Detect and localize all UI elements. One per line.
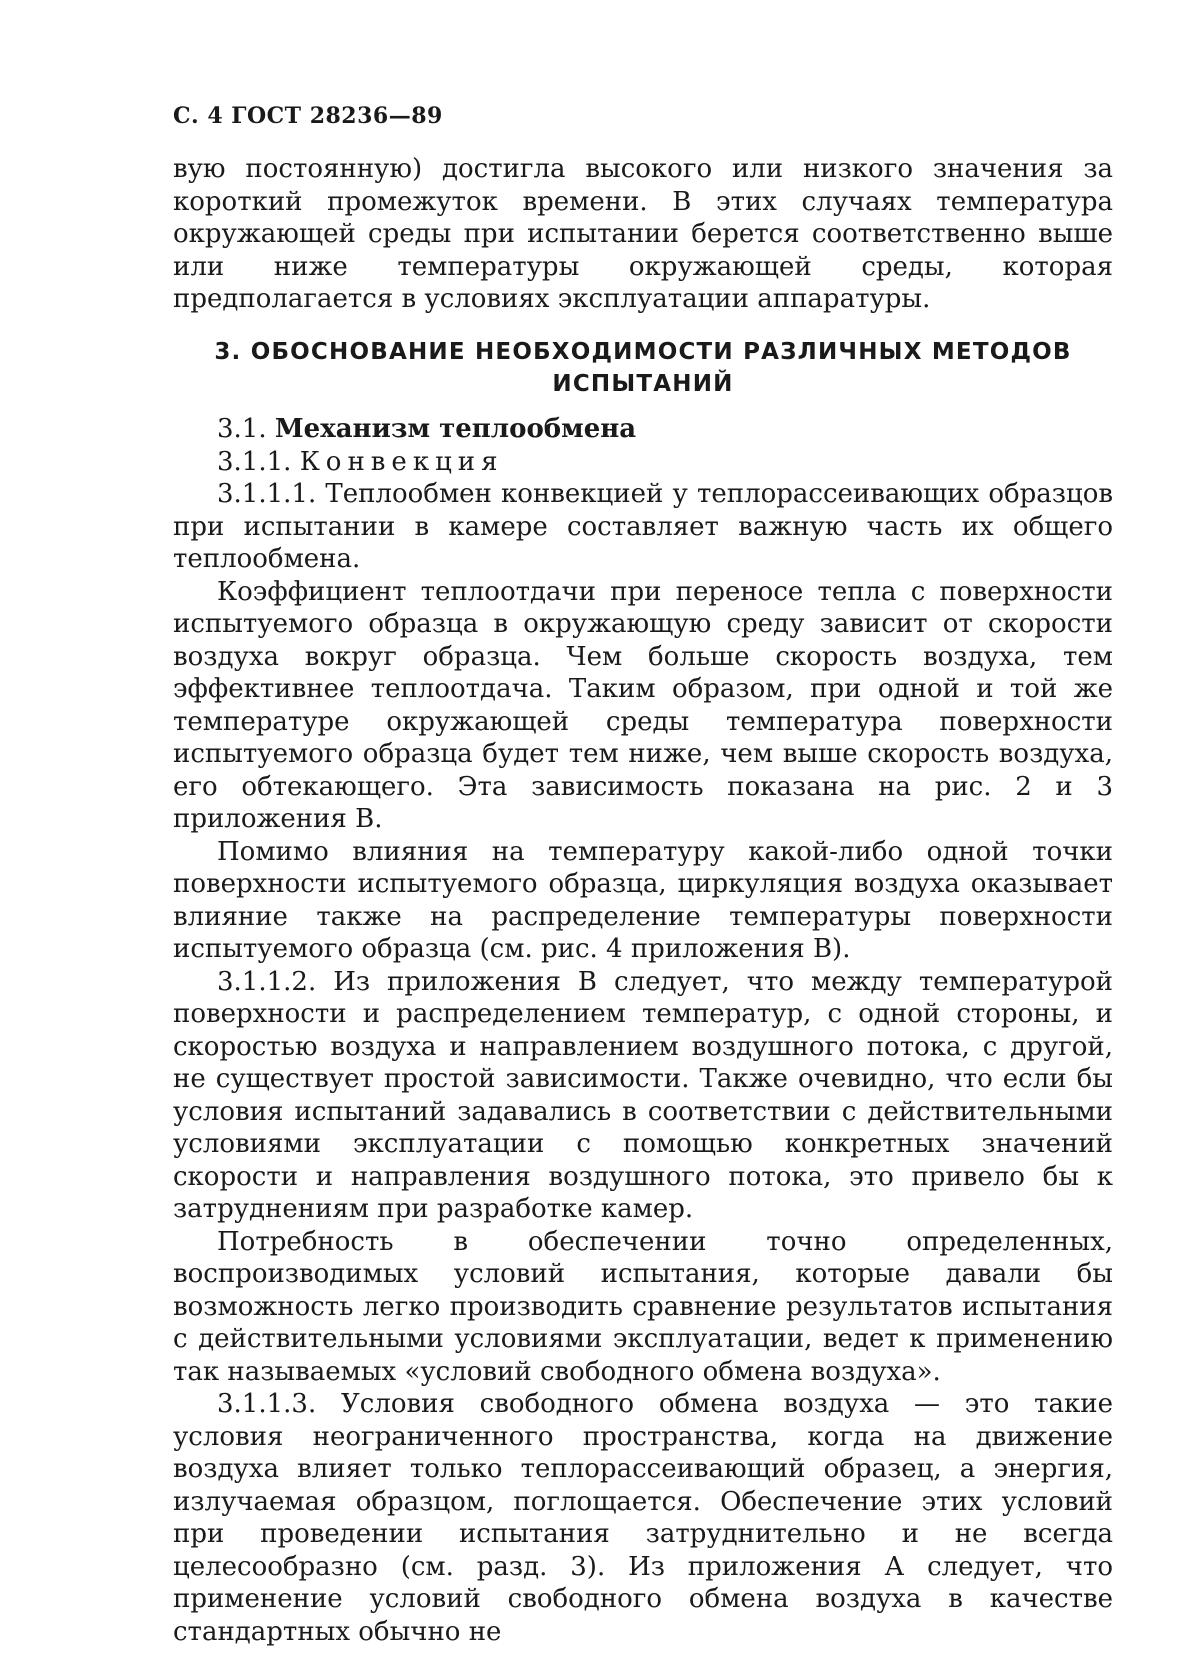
section-3-body <box>173 413 1113 1648</box>
section-3-title-line1: 3. ОБОСНОВАНИЕ НЕОБХОДИМОСТИ РАЗЛИЧНЫХ МЕТОДОВ <box>214 339 1072 365</box>
section-3-title-line2: ИСПЫТАНИЙ <box>552 371 734 397</box>
paragraph-air-circulation: Помимо влияния на температуру какой-либо одной точки поверхности испытуемого образца, циркуляция воздуха оказывает влияние также на распределение температуры поверхности испытуемого образца (см. рис. 4 приложения В). <box>173 836 1113 964</box>
subsection-3-1-number: 3.1. <box>217 414 267 444</box>
subsection-3-1-title: Механизм теплообмена <box>274 414 637 444</box>
subsection-3-1-1-heading <box>173 446 1113 479</box>
intro-paragraph <box>173 153 1113 316</box>
intro-text: вую постоянную) достигла высокого или низкого значения за короткий промежуток времени. В этих случаях температура окружающей среды при испытании берется соответственно выше или ниже температуры окружающей среды, которая предполагается в условиях эксплуатации аппаратуры. <box>173 154 1113 314</box>
paragraph-3-1-1-3: 3.1.1.3. Условия свободного обмена воздуха — это такие условия неограниченного пространства, когда на движение воздуха влияет только теплорассеивающий образец, а энергия, излучаемая образцом, поглощается. Обеспечение этих условий при проведении испытания затруднительно и не всегда целесообразно (см. разд. 3). Из приложения А следует, что применение условий свободного обмена воздуха в качестве стандартных обычно не <box>173 1389 1113 1647</box>
paragraph-3-1-1-2: 3.1.1.2. Из приложения В следует, что между температурой поверхности и распределением температур, с одной стороны, и скоростью воздуха и направлением воздушного потока, с другой, не существует простой зависимости. Также очевидно, что если бы условия испытаний задавались в соответствии с действительными условиями эксплуатации с помощью конкретных значений скорости и направления воздушного потока, это привело бы к затруднениям при разработке камер. <box>173 966 1113 1224</box>
paragraph-reproducible-conditions: Потребность в обеспечении точно определенных, воспроизводимых условий испытания, которые давали бы возможность легко производить сравнение результатов испытания с действительными условиями эксплуатации, ведет к применению так называемых «условий свободного обмена воздуха». <box>173 1226 1113 1387</box>
subsection-3-1-heading <box>173 413 1113 446</box>
paragraph-3-1-1-1: 3.1.1.1. Теплообмен конвекцией у теплорассеивающих образцов при испытании в камере составляет важную часть их общего теплообмена. <box>173 479 1113 574</box>
page-header: С. 4 ГОСТ 28236—89 <box>173 103 443 129</box>
subsection-3-1-1-title: Конвекция <box>299 446 504 477</box>
section-3-title <box>173 336 1113 400</box>
subsection-3-1-1-number: 3.1.1. <box>217 446 292 477</box>
paragraph-heat-transfer-coefficient: Коэффициент теплоотдачи при переносе тепла с поверхности испытуемого образца в окружающую среду зависит от скорости воздуха вокруг образца. Чем больше скорость воздуха, тем эффективнее теплоотдача. Таким образом, при одной и той же температуре окружающей среды температура поверхности испытуемого образца будет тем ниже, чем выше скорость воздуха, его обтекающего. Эта зависимость показана на рис. 2 и 3 приложения В. <box>173 576 1113 834</box>
